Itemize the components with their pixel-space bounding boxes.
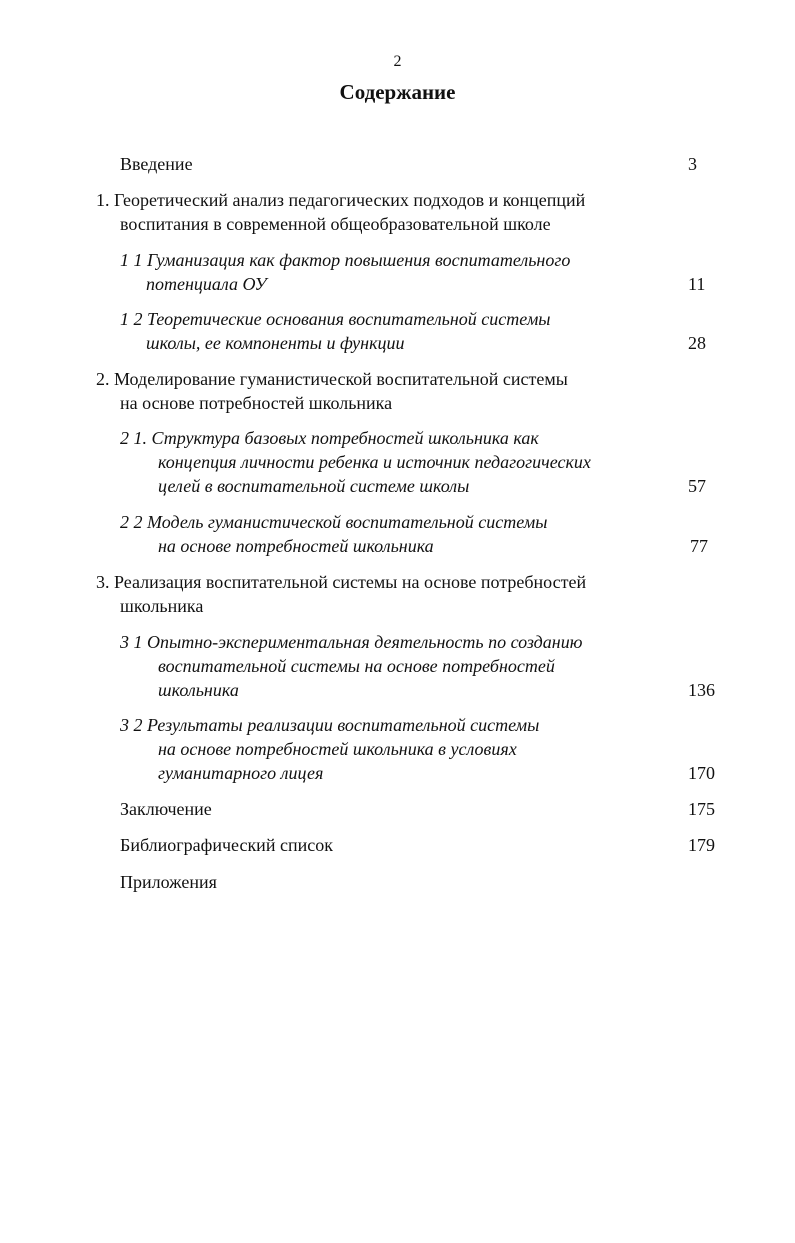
toc-entry-text: воспитания в современной общеобразовательной школе — [120, 214, 551, 234]
toc-entry-page: 28 — [688, 333, 706, 353]
toc-entry-text: 1 1 Гуманизация как фактор повышения воспитательного — [120, 250, 571, 270]
toc-entry-text: гуманитарного лицея — [158, 763, 324, 783]
toc-entry-text: на основе потребностей школьника — [120, 393, 393, 413]
toc-entry-text: 3. Реализация воспитательной системы на основе потребностей — [96, 572, 587, 592]
toc-entry-text: Библиографический список — [120, 835, 333, 855]
toc-entry-text: потенциала ОУ — [146, 274, 267, 294]
toc-entry-text: 2. Моделирование гуманистической воспитательной системы — [96, 369, 568, 389]
toc-entry-text: Введение — [120, 154, 193, 174]
toc-entry-page: 170 — [688, 763, 715, 783]
toc-entry-page: 11 — [688, 274, 706, 294]
toc-entry-text: 1. Георетический анализ педагогических подходов и концепций — [96, 190, 586, 210]
page-number: 2 — [393, 53, 402, 70]
toc-entry-page: 179 — [688, 835, 715, 855]
page-title: Содержание — [339, 80, 456, 104]
toc-entry-text: целей в воспитательной системе школы — [158, 476, 470, 496]
toc-entry-text: школьника — [120, 596, 204, 616]
toc-entry-text: Заключение — [120, 799, 212, 819]
toc-entry-text: школьника — [158, 680, 239, 700]
toc-entry-text: 1 2 Теоретические основания воспитательной системы — [120, 309, 551, 329]
toc-entry-text: Приложения — [120, 872, 217, 892]
toc-entry-text: 2 2 Модель гуманистической воспитательной системы — [120, 512, 548, 532]
toc-entry-text: на основе потребностей школьника — [158, 536, 434, 556]
toc-entry-page: 57 — [688, 476, 706, 496]
toc-entry-text: воспитательной системы на основе потребностей — [158, 656, 555, 676]
toc-entry-text: на основе потребностей школьника в условиях — [158, 739, 517, 759]
toc-entry-page: 136 — [688, 680, 715, 700]
toc-entry-text: школы, ее компоненты и функции — [146, 333, 405, 353]
toc-entry-text: 3 2 Результаты реализации воспитательной системы — [120, 715, 540, 735]
toc-entry-page: 175 — [688, 799, 715, 819]
toc-entry-text: концепция личности ребенка и источник педагогических — [158, 452, 591, 472]
toc-entry-text: 2 1. Структура базовых потребностей школьника как — [120, 428, 539, 448]
toc-entry-text: 3 1 Опытно-экспериментальная деятельность по созданию — [120, 632, 583, 652]
toc-entry-page: 3 — [688, 154, 697, 174]
toc-entry-page: 77 — [690, 536, 708, 556]
